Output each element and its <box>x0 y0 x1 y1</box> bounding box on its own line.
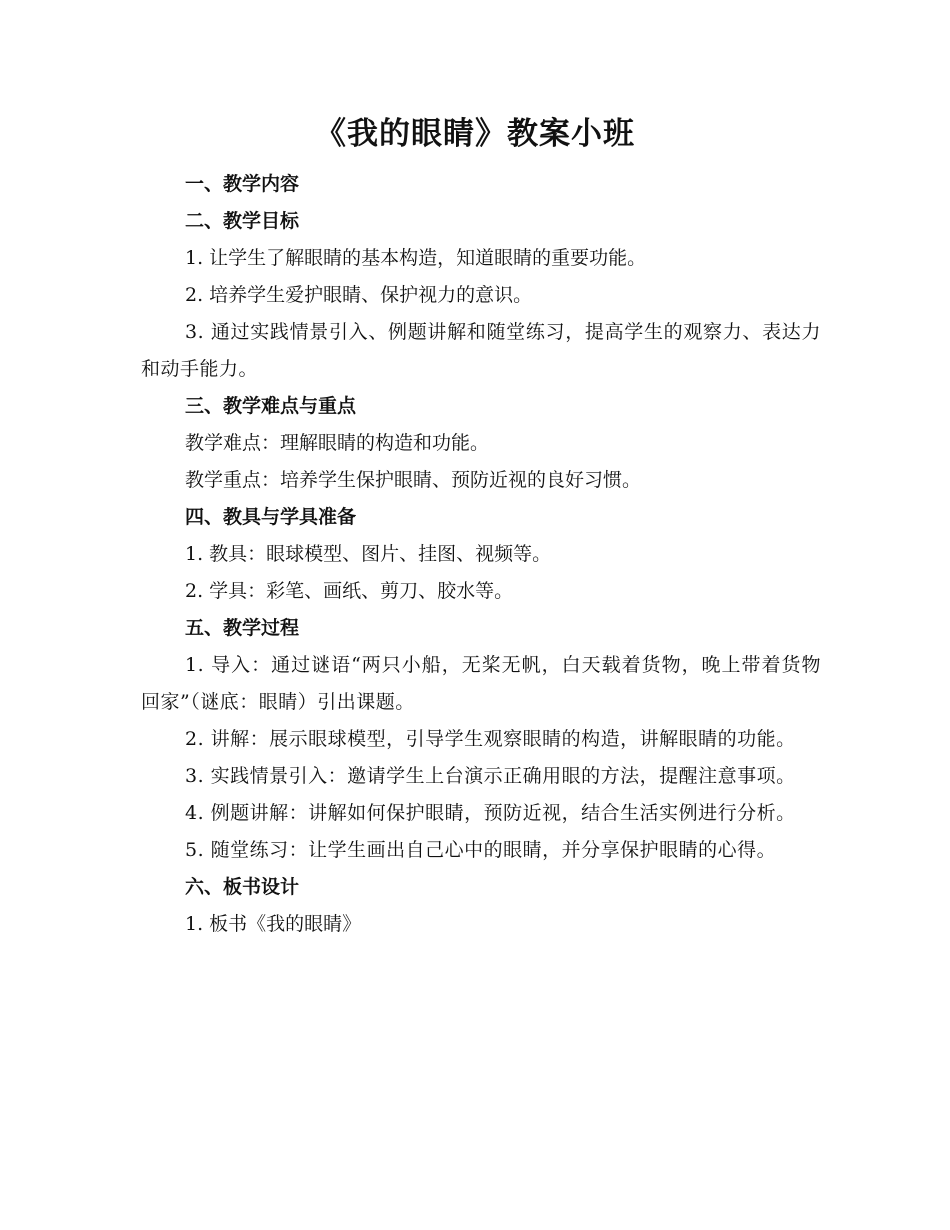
section-heading-content: 一、教学内容 <box>185 173 300 195</box>
process-item: 4. 例题讲解：讲解如何保护眼睛，预防近视，结合生活实例进行分析。 <box>185 802 796 824</box>
section-heading-objectives: 二、教学目标 <box>185 210 300 232</box>
key-point-item: 教学重点：培养学生保护眼睛、预防近视的良好习惯。 <box>185 469 642 491</box>
objective-item: 3. 通过实践情景引入、例题讲解和随堂练习，提高学生的观察力、表达力和动手能力。 <box>141 321 821 380</box>
key-point-item: 教学难点：理解眼睛的构造和功能。 <box>185 432 490 454</box>
section-heading-board-design: 六、板书设计 <box>185 876 300 898</box>
objective-item: 1. 让学生了解眼睛的基本构造，知道眼睛的重要功能。 <box>185 247 647 269</box>
material-item: 2. 学具：彩笔、画纸、剪刀、胶水等。 <box>185 580 514 602</box>
material-item: 1. 教具：眼球模型、图片、挂图、视频等。 <box>185 543 552 565</box>
document-body <box>141 166 821 943</box>
section-heading-key-points: 三、教学难点与重点 <box>185 395 357 417</box>
section-heading-materials: 四、教具与学具准备 <box>185 506 357 528</box>
process-item: 2. 讲解：展示眼球模型，引导学生观察眼睛的构造，讲解眼睛的功能。 <box>185 728 796 750</box>
process-item: 3. 实践情景引入：邀请学生上台演示正确用眼的方法，提醒注意事项。 <box>185 765 796 787</box>
section-heading-process: 五、教学过程 <box>185 617 300 639</box>
objective-item: 2. 培养学生爱护眼睛、保护视力的意识。 <box>185 284 533 306</box>
board-design-item: 1. 板书《我的眼睛》 <box>185 913 362 935</box>
process-item: 5. 随堂练习：让学生画出自己心中的眼睛，并分享保护眼睛的心得。 <box>185 839 777 861</box>
process-item: 1. 导入：通过谜语“两只小船，无桨无帆，白天载着货物，晚上带着货物回家”（谜底：眼睛）引出课题。 <box>141 654 821 713</box>
document-title: 《我的眼睛》教案小班 <box>315 116 635 152</box>
